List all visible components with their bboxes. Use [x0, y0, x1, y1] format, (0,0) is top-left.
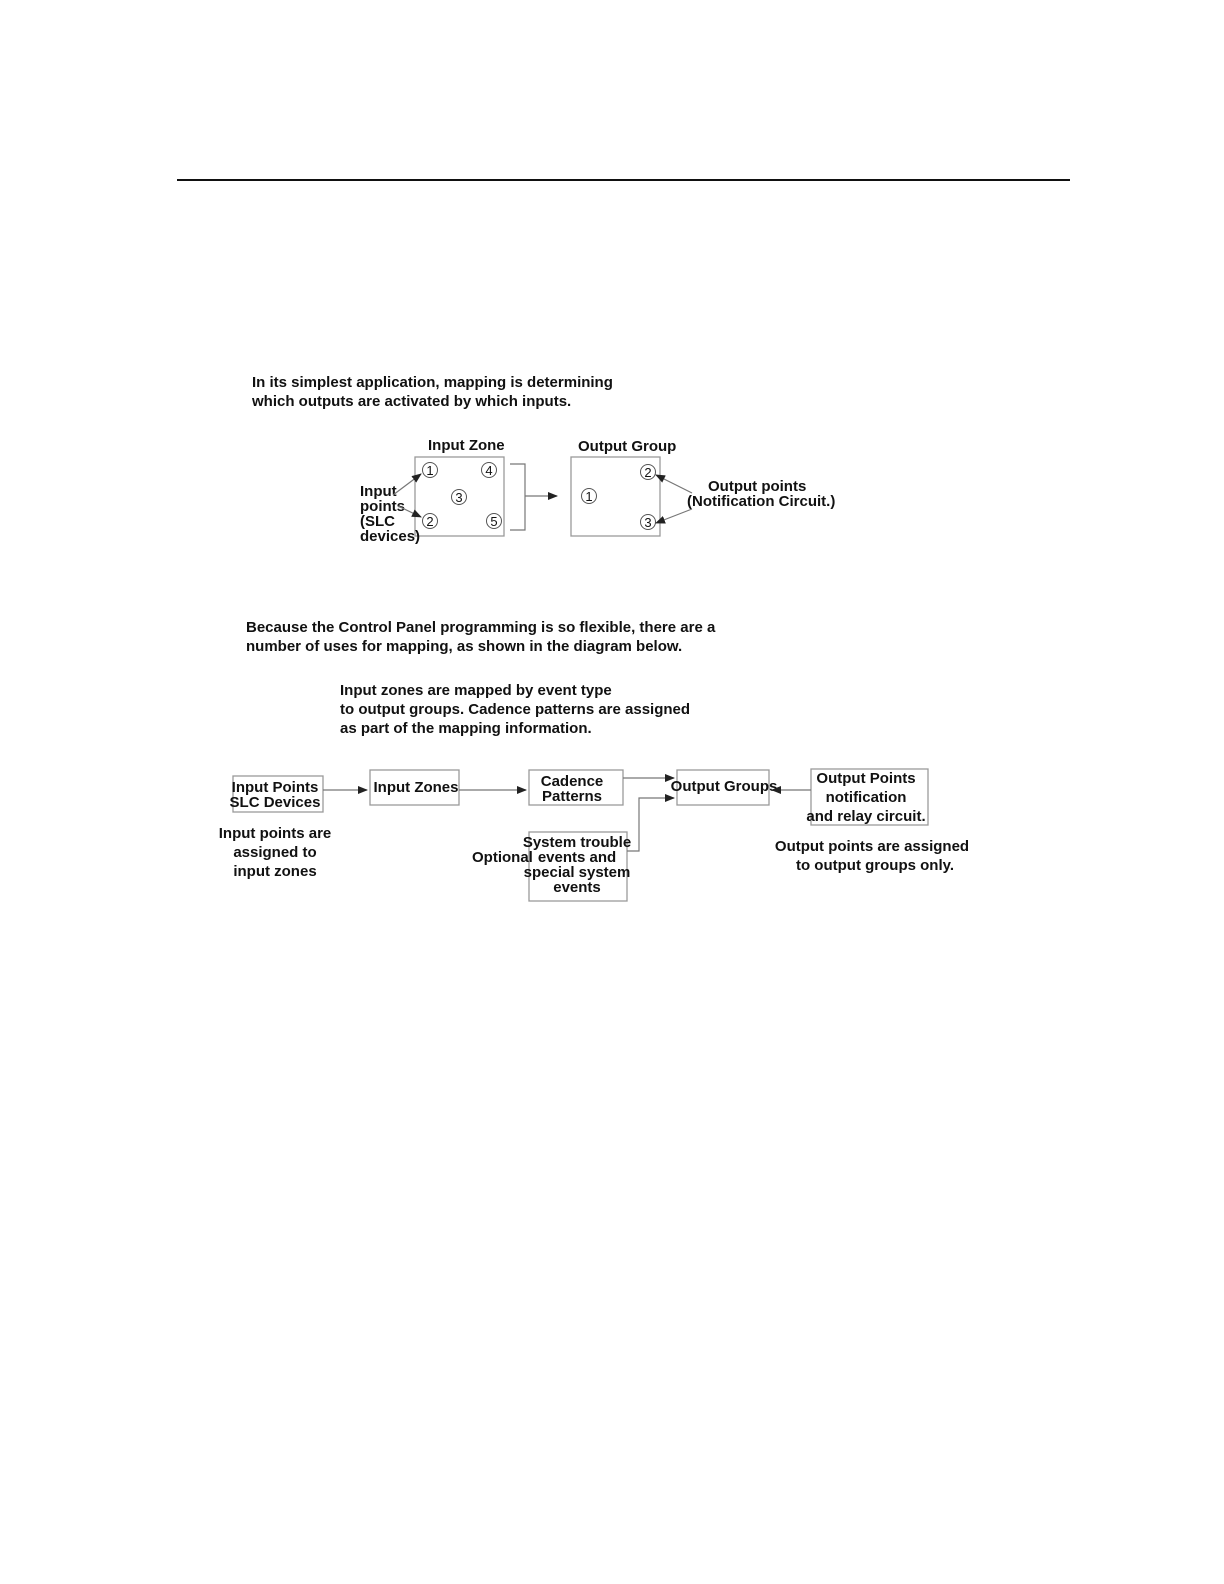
input-zone-label: Input Zone	[428, 437, 505, 454]
input-note-line3: input zones	[233, 863, 317, 880]
input-zones-box-label: Input Zones	[373, 779, 459, 796]
input-points-label-4: devices)	[360, 528, 421, 545]
zone-point-4	[482, 463, 497, 479]
output-points-box-line1: Output Points	[816, 770, 916, 787]
input-note-line1: Input points are	[218, 825, 332, 842]
flow-note-line3: as part of the mapping information.	[340, 720, 592, 737]
system-trouble-line1: System trouble	[522, 834, 632, 851]
zone-point-3	[452, 490, 467, 506]
output-points-label-2: (Notification Circuit.)	[687, 493, 836, 510]
svg-text:1: 1	[426, 463, 434, 478]
group-point-2	[641, 465, 656, 481]
system-trouble-line3: special system	[523, 864, 631, 881]
output-note-line2: to output groups only.	[795, 857, 955, 874]
svg-text:2: 2	[426, 514, 434, 529]
intro2-line1: Because the Control Panel programming is so flexible, there are a	[246, 619, 716, 636]
svg-text:5: 5	[490, 514, 498, 529]
svg-text:2: 2	[644, 465, 652, 480]
group-point-3	[641, 515, 656, 531]
output-arrow-2	[656, 509, 692, 523]
system-trouble-line2: events and	[537, 849, 617, 866]
intro1-line2: which outputs are activated by which inputs.	[252, 393, 572, 410]
intro1-line1: In its simplest application, mapping is determining	[252, 374, 613, 391]
output-arrow-1	[656, 475, 692, 493]
output-points-label-1: Output points	[708, 478, 807, 495]
output-note-line1: Output points are assigned	[774, 838, 970, 855]
intro2-line2: number of uses for mapping, as shown in the diagram below.	[246, 638, 683, 655]
svg-text:4: 4	[485, 463, 493, 478]
svg-text:3: 3	[644, 515, 652, 530]
cadence-box-line1: Cadence	[540, 773, 604, 790]
input-points-label-2: points	[360, 498, 405, 515]
cadence-box-line2: Patterns	[541, 788, 603, 805]
input-note-line2: assigned to	[233, 844, 317, 861]
output-group-label: Output Group	[578, 438, 677, 455]
svg-text:3: 3	[455, 490, 463, 505]
output-points-box-line2: notification	[825, 789, 907, 806]
zone-point-5	[487, 514, 502, 530]
optional-label: Optional	[472, 849, 533, 866]
input-points-box-line2: SLC Devices	[229, 794, 321, 811]
arrow-trouble-to-groups	[627, 798, 674, 851]
output-groups-box-label: Output Groups	[670, 778, 778, 795]
input-points-box-line1: Input Points	[231, 779, 319, 796]
input-points-label-3: (SLC	[360, 513, 395, 530]
zone-bracket	[510, 464, 525, 530]
input-points-label-1: Input	[360, 483, 397, 500]
group-point-1	[582, 489, 597, 505]
system-trouble-line4: events	[553, 879, 601, 896]
zone-point-1	[423, 463, 438, 479]
flow-note-line2: to output groups. Cadence patterns are assigned	[340, 701, 691, 718]
svg-text:1: 1	[585, 489, 593, 504]
flow-note-line1: Input zones are mapped by event type	[340, 682, 612, 699]
zone-point-2	[423, 514, 438, 530]
output-points-box-line3: and relay circuit.	[806, 808, 926, 825]
